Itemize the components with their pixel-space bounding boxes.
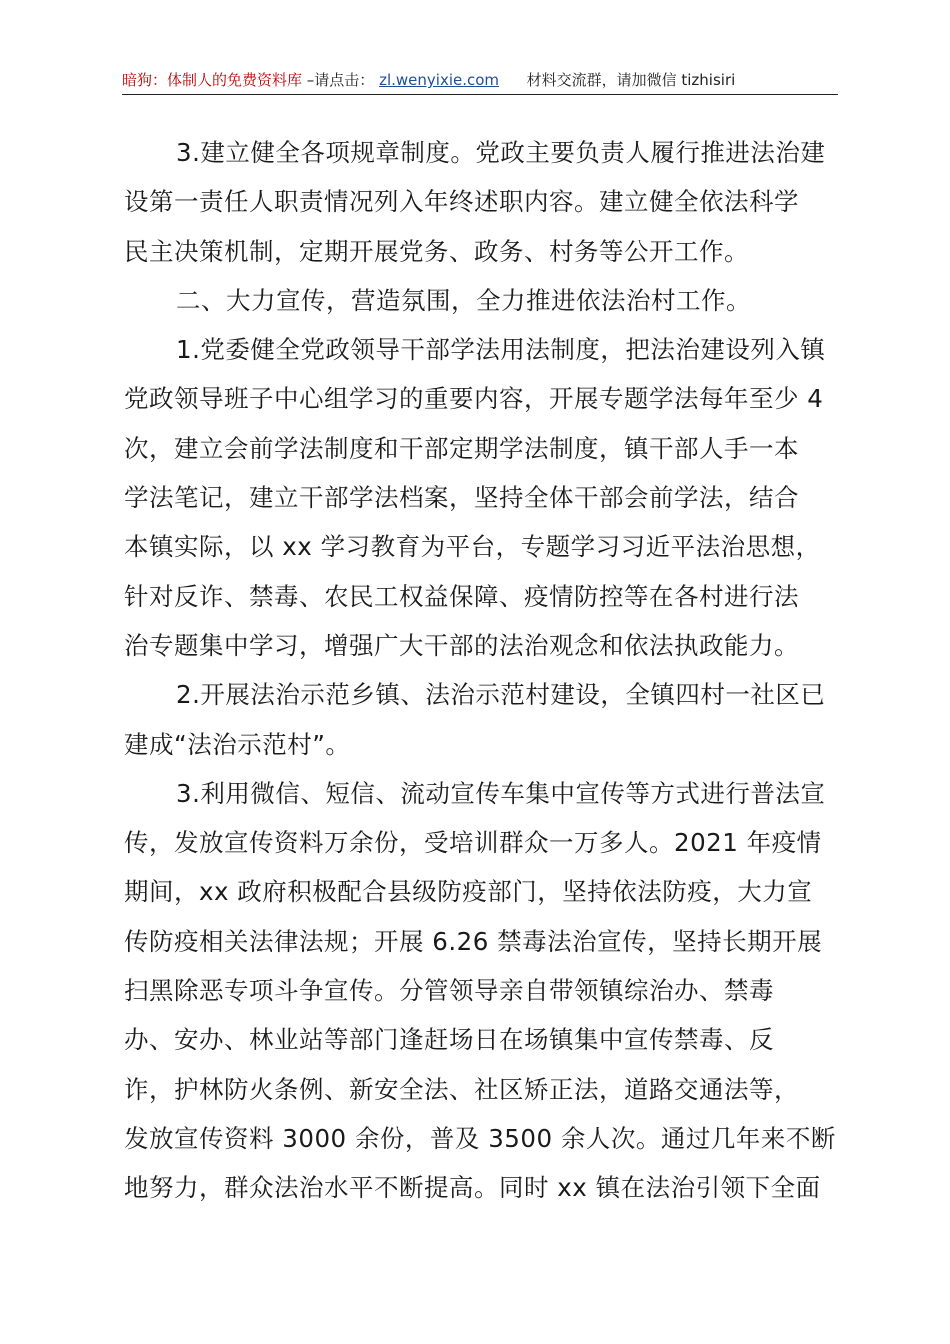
text-line: 民主决策机制，定期开展党务、政务、村务等公开工作。 [124,236,749,266]
text-line: 学法笔记，建立干部学法档案，坚持全体干部会前学法，结合 [124,483,799,513]
text-line: 扫黑除恶专项斗争宣传。分管领导亲自带领镇综治办、禁毒 [124,976,774,1006]
text-line: 传，发放宣传资料万余份，受培训群众一万多人。2021 年疫情 [124,828,822,858]
text-line: 发放宣传资料 3000 余份，普及 3500 余人次。通过几年来不断 [124,1123,836,1153]
text-line: 治专题集中学习，增强广大干部的法治观念和依法执政能力。 [124,630,799,660]
text-line: 诈，护林防火条例、新安全法、社区矫正法，道路交通法等， [124,1074,799,1104]
text-line: 2.开展法治示范乡镇、法治示范村建设，全镇四村一社区已 [176,680,826,710]
text-line: 办、安办、林业站等部门逢赶场日在场镇集中宣传禁毒、反 [124,1025,774,1055]
header-contact: 材料交流群，请加微信 tizhisiri [526,71,736,89]
document-body [124,128,836,1213]
text-line: 地努力，群众法治水平不断提高。同时 xx 镇在法治引领下全面 [124,1173,821,1203]
header-brand: 暗狗：体制人的免费资料库 [122,71,303,89]
text-line: 建成“法治示范村”。 [124,729,351,759]
text-line: 针对反诈、禁毒、农民工权益保障、疫情防控等在各村进行法 [124,581,799,611]
text-line: 1.党委健全党政领导干部学法用法制度，把法治建设列入镇 [176,335,826,365]
text-line: 二、大力宣传，营造氛围，全力推进依法治村工作。 [176,285,751,315]
page-header [122,68,838,95]
text-line: 设第一责任人职责情况列入年终述职内容。建立健全依法科学 [124,187,799,217]
text-line: 党政领导班子中心组学习的重要内容，开展专题学法每年至少 4 [124,384,824,414]
header-site-link[interactable]: zl.wenyixie.com [379,71,500,89]
text-line: 传防疫相关法律法规；开展 6.26 禁毒法治宣传，坚持长期开展 [124,926,823,956]
text-line: 本镇实际，以 xx 学习教育为平台，专题学习习近平法治思想， [124,532,821,562]
text-line: 3.建立健全各项规章制度。党政主要负责人履行推进法治建 [176,138,826,167]
text-line: 次，建立会前学法制度和干部定期学法制度，镇干部人手一本 [124,433,799,463]
text-line: 期间，xx 政府积极配合县级防疫部门，坚持依法防疫，大力宣 [124,877,813,907]
header-click-prompt: –请点击： [306,71,375,89]
text-line: 3.利用微信、短信、流动宣传车集中宣传等方式进行普法宣 [176,778,826,808]
